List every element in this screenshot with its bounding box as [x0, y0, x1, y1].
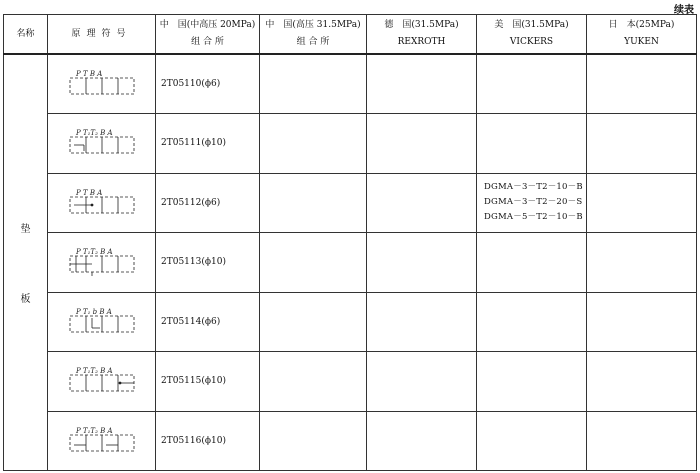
category-char-2: 板 — [20, 294, 31, 305]
china-315-cell — [260, 173, 367, 233]
code-cell: 2T05115(ϕ10) — [156, 352, 260, 412]
china-315-cell — [260, 114, 367, 174]
table-row — [4, 292, 697, 352]
usa-cell — [477, 352, 587, 412]
valve-symbol-diagram — [62, 187, 142, 219]
symbol-cell — [48, 173, 156, 233]
valve-symbol-diagram — [62, 246, 142, 278]
code-cell: 2T05111(ϕ10) — [156, 114, 260, 174]
germany-cell — [367, 233, 477, 293]
table-row — [4, 173, 697, 233]
valve-symbol-diagram — [62, 306, 142, 338]
port-labels: P T₁ b B A — [75, 307, 112, 316]
japan-cell — [587, 173, 697, 233]
usa-cell — [477, 411, 587, 471]
symbol-cell — [48, 54, 156, 114]
header-symbol: 原理符号 — [48, 15, 156, 55]
germany-cell — [367, 54, 477, 114]
table-row — [4, 352, 697, 412]
germany-cell — [367, 411, 477, 471]
valve-symbol-diagram — [62, 365, 142, 397]
valve-symbol-diagram — [62, 68, 142, 100]
japan-cell — [587, 54, 697, 114]
valve-symbol-diagram — [62, 425, 142, 457]
valve-subplate-table — [3, 14, 697, 471]
china-315-cell — [260, 411, 367, 471]
code-cell: 2T05112(ϕ6) — [156, 173, 260, 233]
usa-cell — [477, 233, 587, 293]
header-china-315: 中 国(高压 31.5MPa) 组 合 所 — [260, 15, 367, 55]
symbol-cell — [48, 292, 156, 352]
header-japan: 日 本(25MPa) YUKEN — [587, 15, 697, 55]
symbol-cell — [48, 411, 156, 471]
header-china-20: 中 国(中高压 20MPa) 组 合 所 — [156, 15, 260, 55]
symbol-cell — [48, 352, 156, 412]
table-row — [4, 411, 697, 471]
usa-cell — [477, 292, 587, 352]
port-labels: P T₁T₂ B A — [75, 426, 113, 435]
header-germany: 德 国(31.5MPa) REXROTH — [367, 15, 477, 55]
port-labels: P T B A — [75, 70, 102, 78]
japan-cell — [587, 411, 697, 471]
china-315-cell — [260, 292, 367, 352]
china-315-cell — [260, 54, 367, 114]
category-char-1: 垫 — [20, 224, 31, 235]
port-labels: P T B A — [75, 188, 102, 197]
category-cell — [4, 54, 48, 471]
header-row — [4, 15, 697, 55]
header-usa: 美 国(31.5MPa) VICKERS — [477, 15, 587, 55]
germany-cell — [367, 352, 477, 412]
japan-cell — [587, 292, 697, 352]
table-row — [4, 233, 697, 293]
japan-cell — [587, 233, 697, 293]
usa-cell — [477, 114, 587, 174]
table-row — [4, 54, 697, 114]
japan-cell — [587, 114, 697, 174]
code-cell: 2T05113(ϕ10) — [156, 233, 260, 293]
usa-cell — [477, 54, 587, 114]
usa-model: DGMA－3－T2－10－B — [484, 182, 583, 193]
china-315-cell — [260, 352, 367, 412]
code-cell: 2T05110(ϕ6) — [156, 54, 260, 114]
code-cell: 2T05114(ϕ6) — [156, 292, 260, 352]
china-315-cell — [260, 233, 367, 293]
germany-cell — [367, 292, 477, 352]
valve-symbol-diagram — [62, 127, 142, 159]
port-labels: P T₁T₂ B A — [75, 248, 113, 257]
symbol-cell — [48, 233, 156, 293]
symbol-cell — [48, 114, 156, 174]
code-cell: 2T05116(ϕ10) — [156, 411, 260, 471]
table-row — [4, 114, 697, 174]
usa-model: DGMA－3－T2－20－S — [484, 197, 583, 208]
germany-cell — [367, 114, 477, 174]
header-name: 名称 — [4, 15, 48, 55]
port-labels: P T₁T₂ B A — [75, 129, 113, 138]
port-labels: P T₁T₂ B A — [75, 367, 113, 376]
usa-model: DGMA－5－T2－10－B — [484, 212, 583, 223]
usa-cell — [477, 173, 587, 233]
continued-label: 续表 — [674, 5, 694, 16]
germany-cell — [367, 173, 477, 233]
japan-cell — [587, 352, 697, 412]
